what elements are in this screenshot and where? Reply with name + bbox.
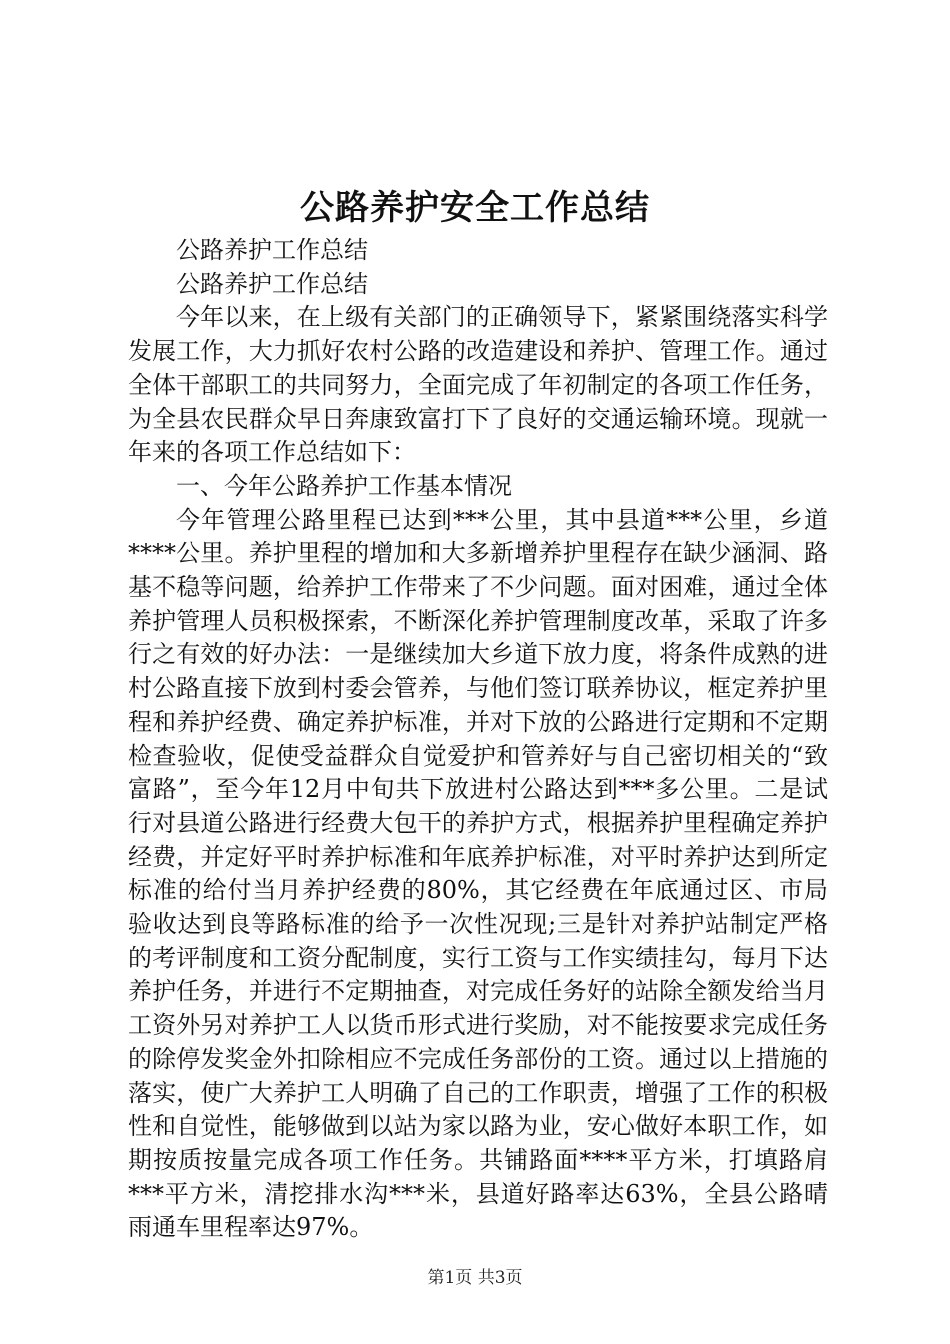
paragraph-main: 今年管理公路里程已达到***公里，其中县道***公里，乡道****公里。养护里程的增加和大多新增养护里程存在缺少涵洞、路基不稳等问题，给养护工作带来了不少问题。面对困难，通过全体养护管理人员积极探索，不断深化养护管理制度改革，采取了许多行之有效的好办法：一是继续加大乡道下放力度，将条件成熟的进村公路直接下放到村委会管养，与他们签订联养协议，框定养护里程和养护经费、确定养护标准，并对下放的公路进行定期和不定期检查验收，促使受益群众自觉爱护和管养好与自己密切相关的“致富路”，至今年12月中旬共下放进村公路达到***多公里。二是试行对县道公路进行经费大包干的养护方式，根据养护里程确定养护经费，并定好平时养护标准和年底养护标准，对平时养护达到所定标准的给付当月养护经费的80%，其它经费在年底通过区、市局验收达到良等路标准的给予一次性况现;三是针对养护站制定严格的考评制度和工资分配制度，实行工资与工作实绩挂勾，每月下达养护任务，并进行不定期抽查，对完成任务好的站除全额发给当月工资外另对养护工人以货币形式进行奖励，对不能按要求完成任务的除停发奖金外扣除相应不完成任务部份的工资。通过以上措施的落实，使广大养护工人明确了自己的工作职责，增强了工作的积极性和自觉性，能够做到以站为家以路为业，安心做好本职工作，如期按质按量完成各项工作任务。共铺路面****平方米，打填路肩***平方米，清挖排水沟***米，县道好路率达63%，全县公路晴雨通车里程率达97%。 xyxy=(128,505,828,1242)
document-title: 公路养护安全工作总结 xyxy=(300,188,650,228)
page-footer: 第1页 共3页 xyxy=(427,1268,523,1288)
paragraph-subtitle-1: 公路养护工作总结 xyxy=(176,236,368,264)
section-heading: 一、今年公路养护工作基本情况 xyxy=(176,471,512,500)
document-body xyxy=(128,234,828,1245)
paragraph-intro: 今年以来，在上级有关部门的正确领导下，紧紧围绕落实科学发展工作，大力抓好农村公路的改造建设和养护、管理工作。通过全体干部职工的共同努力，全面完成了年初制定的各项工作任务，为全县农民群众早日奔康致富打下了良好的交通运输环境。现就一年来的各项工作总结如下： xyxy=(128,303,828,467)
paragraph-subtitle-2: 公路养护工作总结 xyxy=(176,269,368,298)
